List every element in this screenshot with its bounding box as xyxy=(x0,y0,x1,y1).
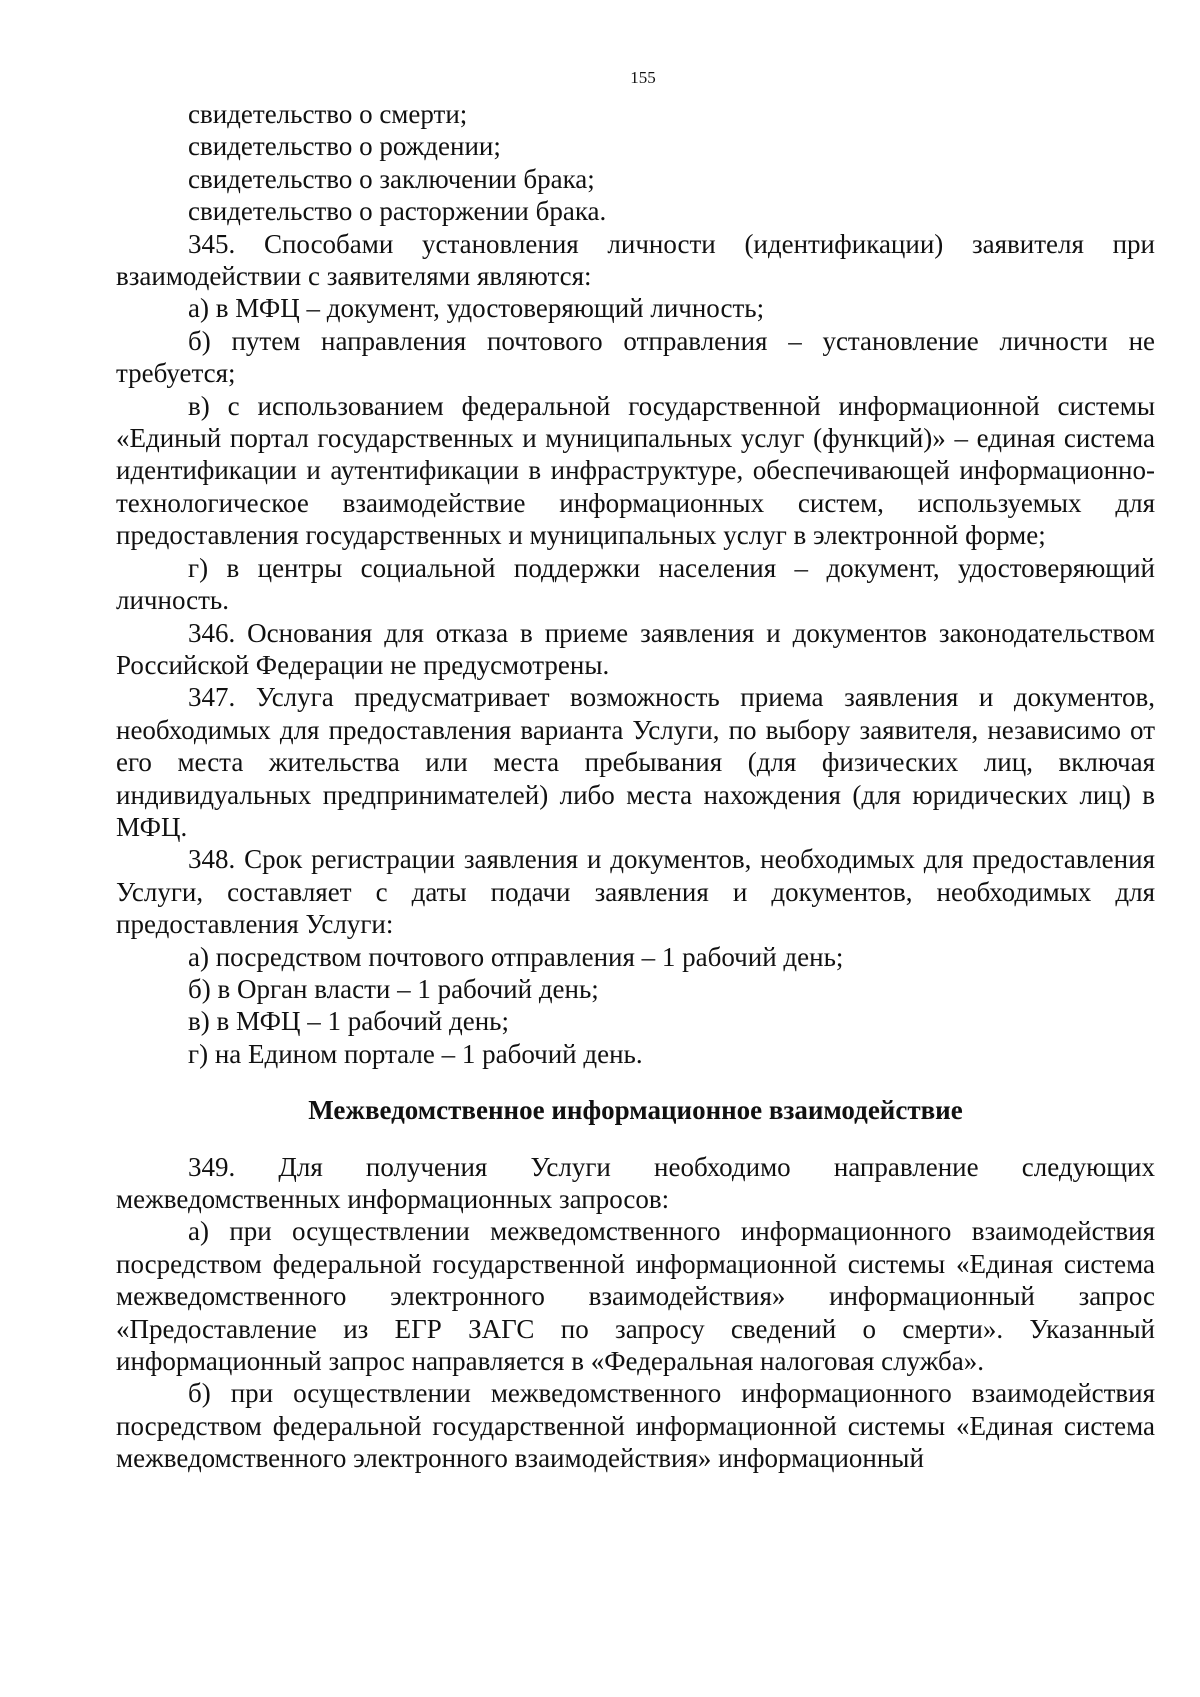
paragraph: 347. Услуга предусматривает возможность приема заявления и документов, необходимых для предоставления варианта Услуги, по выбору заявителя, независимо от его места жительства или места пребывания (для физических лиц, включая индивидуальных предпринимателей) либо места нахождения (для юридических лиц) в МФЦ. xyxy=(116,682,1155,842)
paragraph: г) в центры социальной поддержки населения – документ, удостоверяющий личность. xyxy=(116,552,1155,616)
paragraph: б) при осуществлении межведомственного информационного взаимодействия посредством федеральной государственной информационной системы «Единая система межведомственного электронного взаимодействия» информационный xyxy=(116,1378,1155,1474)
page-number: 155 xyxy=(630,68,656,87)
paragraph: 348. Срок регистрации заявления и документов, необходимых для предоставления Услуги, составляет с даты подачи заявления и документов, необходимых для предоставления Услуги: xyxy=(116,844,1155,940)
paragraph: свидетельство о расторжении брака. xyxy=(188,196,607,227)
paragraph: свидетельство о заключении брака; xyxy=(188,163,595,194)
paragraph: 345. Способами установления личности (идентификации) заявителя при взаимодействии с заявителями являются: xyxy=(116,228,1155,292)
paragraph: г) на Едином портале – 1 рабочий день. xyxy=(188,1038,643,1069)
paragraph: а) в МФЦ – документ, удостоверяющий личность; xyxy=(188,293,765,324)
paragraph: 346. Основания для отказа в приеме заявления и документов законодательством Российской Федерации не предусмотрены. xyxy=(116,617,1155,680)
paragraph: 349. Для получения Услуги необходимо направление следующих межведомственных информационных запросов: xyxy=(116,1151,1155,1214)
paragraph: а) при осуществлении межведомственного информационного взаимодействия посредством федеральной государственной информационной системы «Единая система межведомственного электронного взаимодействия» информационный запрос «Предоставление из ЕГР ЗАГС по запросу сведений о смерти». Указанный информационный запрос направляется в «Федеральная налоговая служба». xyxy=(116,1216,1155,1377)
paragraph: свидетельство о смерти; xyxy=(188,99,468,129)
section-heading: Межведомственное информационное взаимодействие xyxy=(308,1095,963,1126)
paragraph: свидетельство о рождении; xyxy=(188,131,501,162)
paragraph: б) в Орган власти – 1 рабочий день; xyxy=(188,973,599,1004)
paragraphs-after xyxy=(116,1151,1155,1475)
paragraphs-before xyxy=(116,98,1155,1070)
paragraph: в) в МФЦ – 1 рабочий день; xyxy=(188,1006,509,1037)
paragraph: в) с использованием федеральной государственной информационной системы «Единый портал государственных и муниципальных услуг (функций)» – единая система идентификации и аутентификации в инфраструктуре, обеспечивающей информационно-технологическое взаимодействие информационных систем, используемых для предоставления государственных и муниципальных услуг в электронной форме; xyxy=(116,390,1155,551)
paragraph: б) путем направления почтового отправления – установление личности не требуется; xyxy=(116,325,1155,389)
paragraph: а) посредством почтового отправления – 1 рабочий день; xyxy=(188,941,844,972)
